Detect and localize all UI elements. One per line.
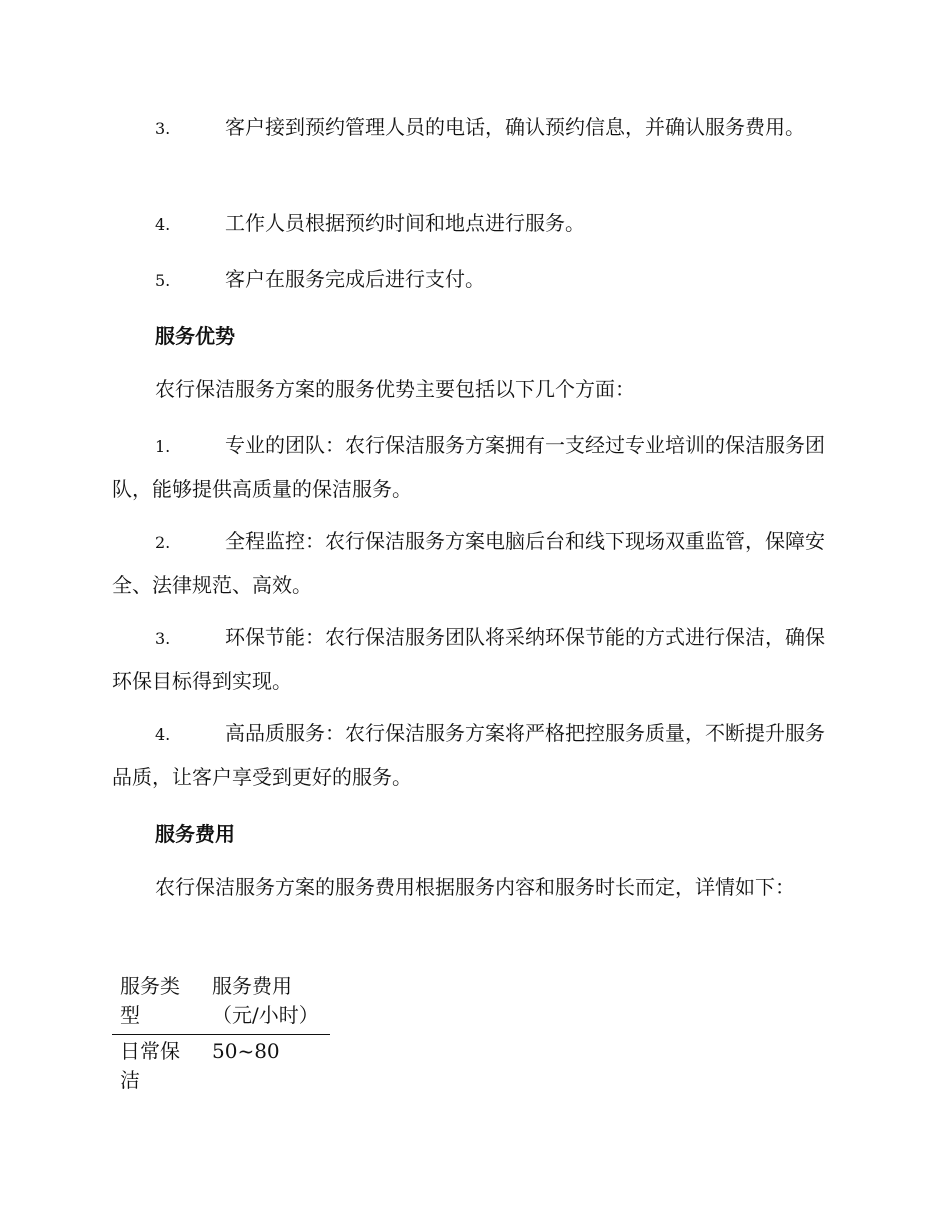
- fees-intro: 农行保洁服务方案的服务费用根据服务内容和服务时长而定，详情如下：: [155, 875, 795, 899]
- list-item: [112, 106, 832, 150]
- list-text: 高品质服务：农行保洁服务方案将严格把控服务质量，不断提升服务品质，让客户享受到更好的服务。: [112, 721, 825, 789]
- list-number: 3.: [155, 119, 171, 138]
- section-heading-fees: 服务费用: [155, 822, 235, 846]
- list-number: 3.: [155, 629, 171, 648]
- list-number: 4.: [155, 725, 171, 744]
- table-header-row: [112, 970, 330, 1035]
- list-number: 2.: [155, 533, 171, 552]
- list-item: [112, 712, 832, 799]
- section-heading-advantages: 服务优势: [155, 324, 235, 348]
- list-number: 4.: [155, 215, 171, 234]
- list-item: [112, 258, 832, 302]
- table-header-fee-label: 服务费用: [212, 974, 292, 998]
- list-item: [112, 424, 832, 511]
- list-item: [112, 616, 832, 703]
- table-header-fee-unit: （元/小时）: [212, 1003, 319, 1027]
- table-cell: 日常保洁: [120, 1039, 180, 1092]
- list-text: 全程监控：农行保洁服务方案电脑后台和线下现场双重监管，保障安全、法律规范、高效。: [112, 529, 825, 597]
- list-number: 1.: [155, 437, 171, 456]
- list-item: [112, 520, 832, 607]
- list-number: 5.: [155, 271, 171, 290]
- fee-table: [112, 970, 330, 1099]
- table-row: [112, 1035, 330, 1100]
- list-item: [112, 202, 832, 246]
- table-cell: 50~80: [212, 1039, 280, 1063]
- advantages-intro: 农行保洁服务方案的服务优势主要包括以下几个方面：: [155, 377, 635, 401]
- list-text: 专业的团队：农行保洁服务方案拥有一支经过专业培训的保洁服务团队，能够提供高质量的保洁服务。: [112, 433, 825, 501]
- table-header-cell: 服务类型: [112, 970, 204, 1035]
- list-text: 客户接到预约管理人员的电话，确认预约信息，并确认服务费用。: [225, 115, 805, 139]
- list-text: 环保节能：农行保洁服务团队将采纳环保节能的方式进行保洁，确保环保目标得到实现。: [112, 625, 825, 693]
- list-text: 客户在服务完成后进行支付。: [225, 267, 485, 291]
- list-text: 工作人员根据预约时间和地点进行服务。: [225, 211, 585, 235]
- table-header-cell: [204, 970, 330, 1035]
